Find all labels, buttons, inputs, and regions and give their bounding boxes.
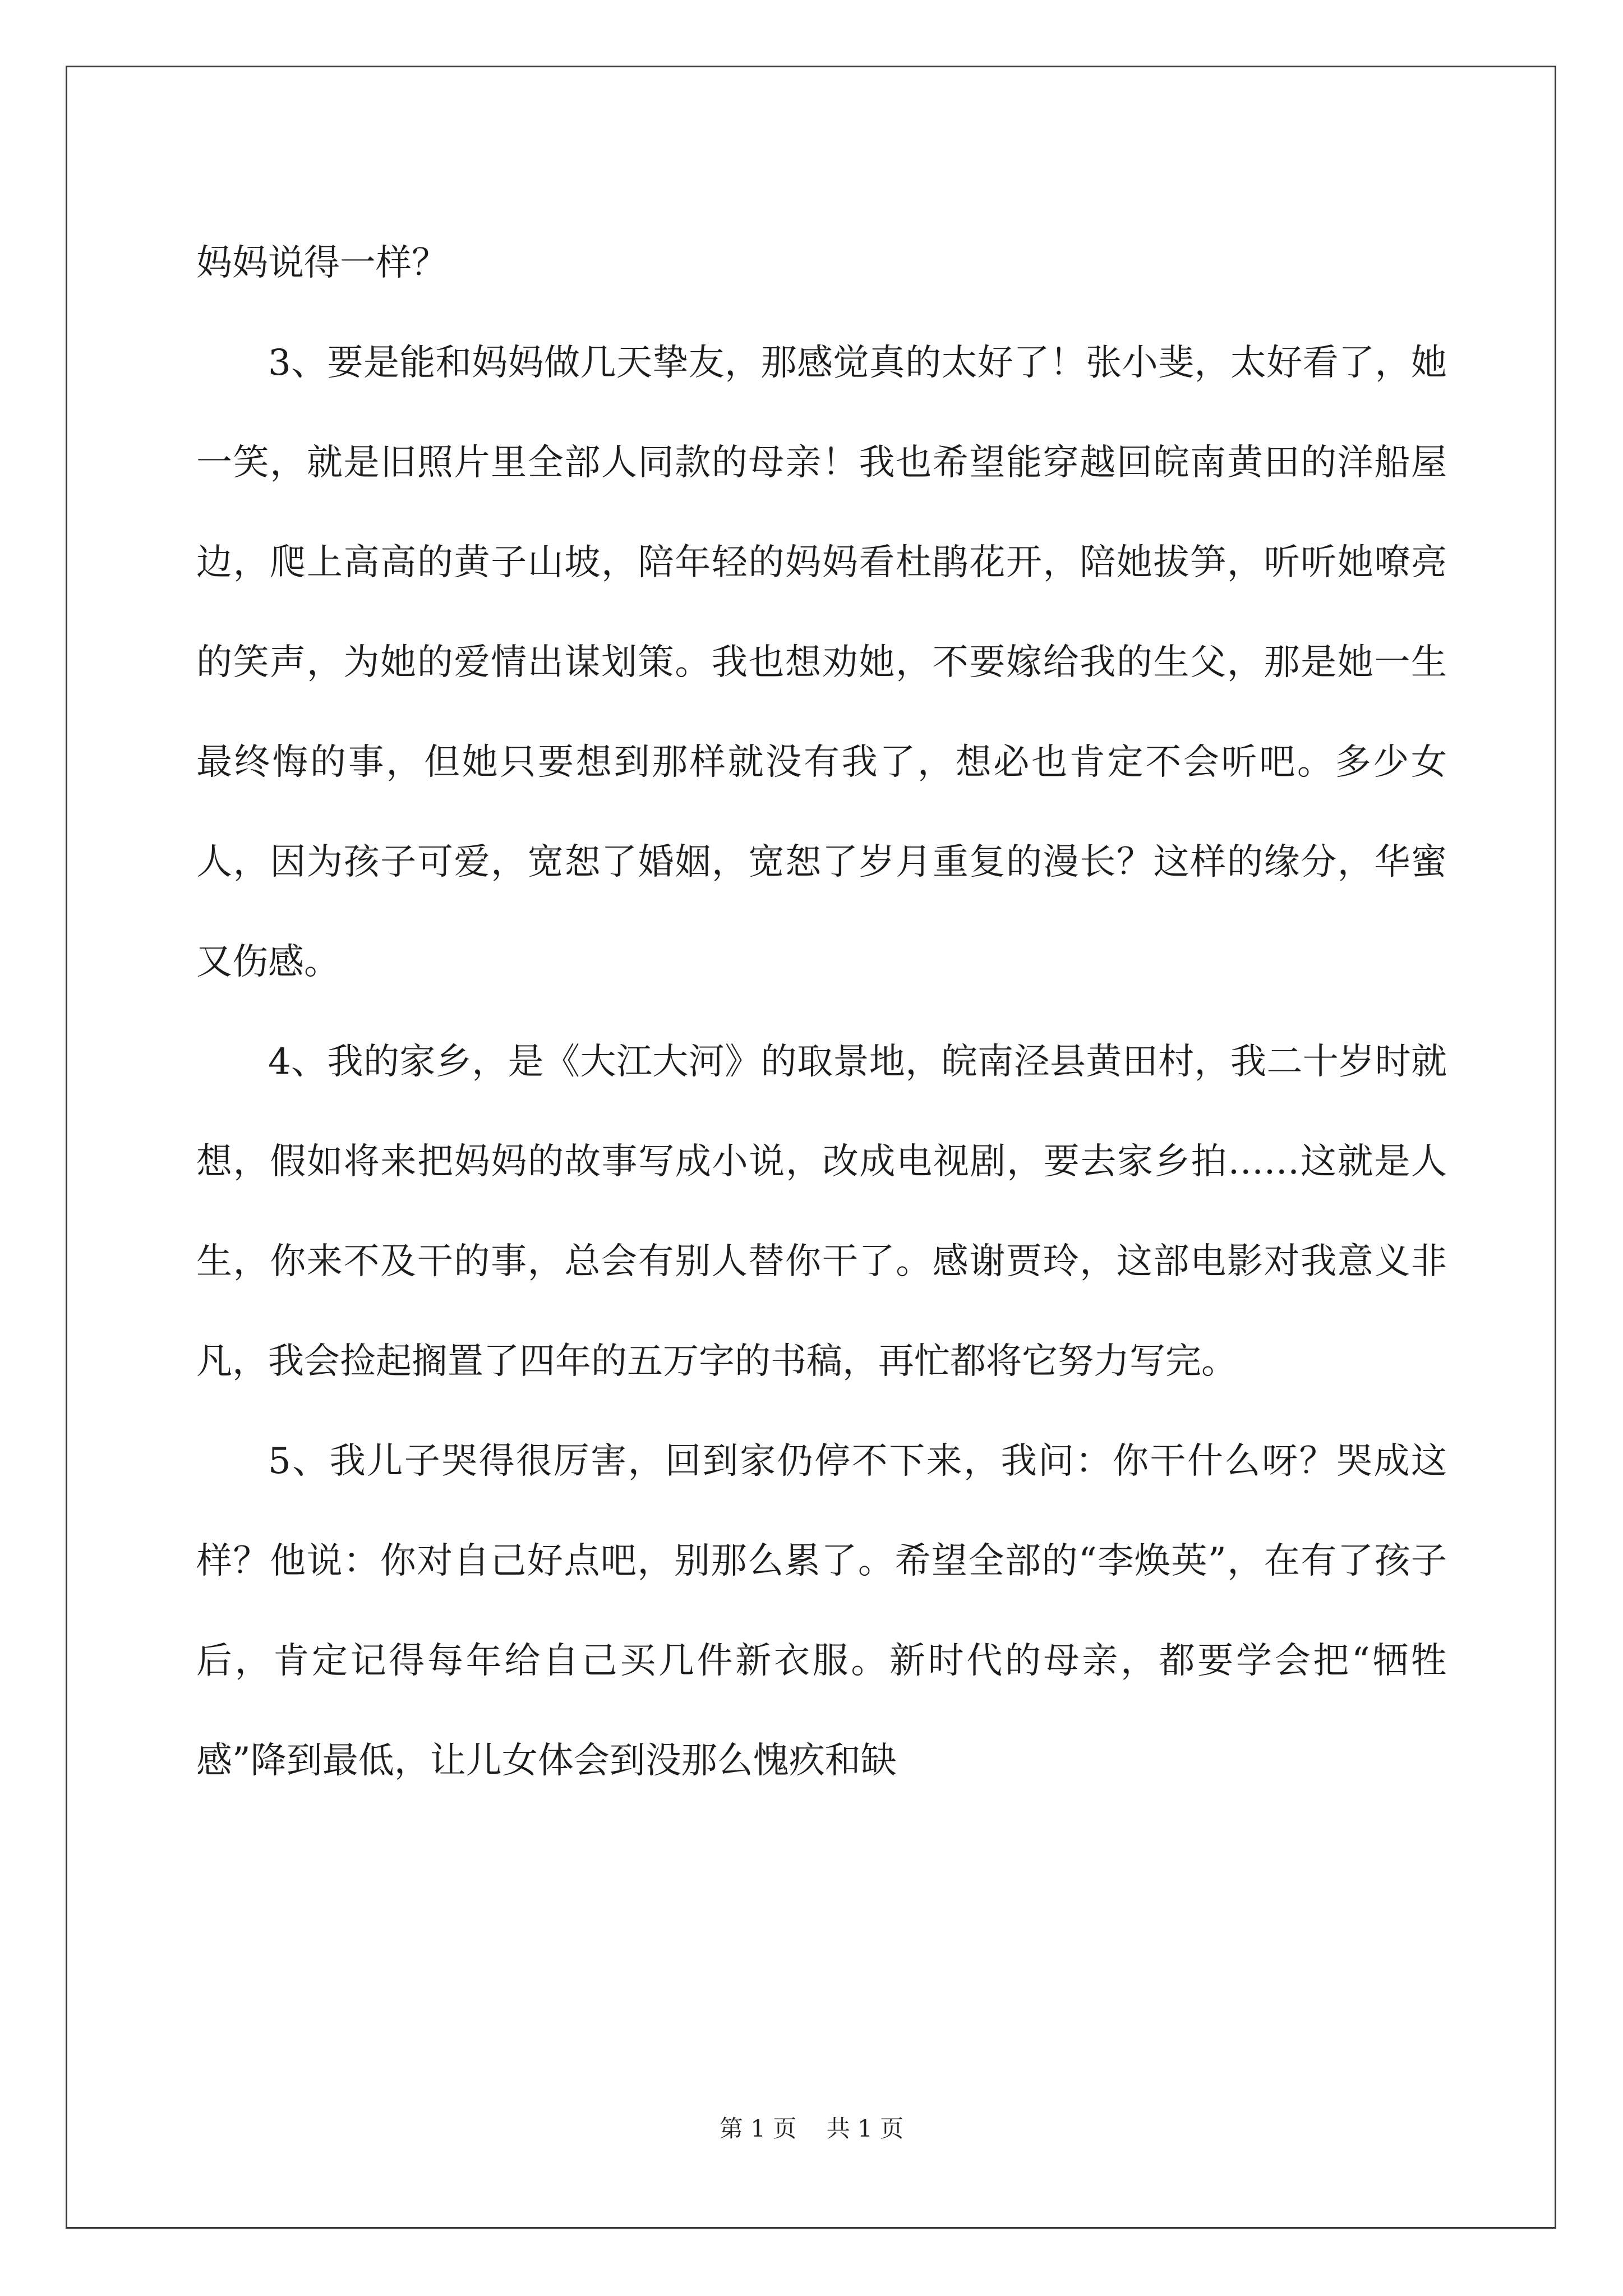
document-body (196, 213, 1447, 1811)
page-number-footer: 第 1 页 共 1 页 (719, 2115, 904, 2142)
paragraph-continuation: 妈妈说得一样？ (196, 242, 448, 284)
paragraph-3: 3、要是能和妈妈做几天挚友，那感觉真的太好了！张小斐，太好看了，她一笑，就是旧照片里全部人同款的母亲！我也希望能穿越回皖南黄田的洋船屋边，爬上高高的黄子山坡，陪年轻的妈妈看杜鹃花开，陪她拔笋，听听她嘹亮的笑声，为她的爱情出谋划策。我也想劝她，不要嫁给我的生父，那是她一生最终悔的事，但她只要想到那样就没有我了，想必也肯定不会听吧。多少女人，因为孩子可爱，宽恕了婚姻，宽恕了岁月重复的漫长？这样的缘分，华蜜又伤感。 (196, 342, 1447, 983)
paragraph-5: 5、我儿子哭得很厉害，回到家仍停不下来，我问：你干什么呀？哭成这样？他说：你对自己好点吧，别那么累了。希望全部的“李焕英”，在有了孩子后，肯定记得每年给自己买几件新衣服。新时代的母亲，都要学会把“牺牲感”降到最低，让儿女体会到没那么愧疚和缺 (196, 1441, 1447, 1782)
paragraph-4: 4、我的家乡，是《大江大河》的取景地，皖南泾县黄田村，我二十岁时就想，假如将来把妈妈的故事写成小说，改成电视剧，要去家乡拍……这就是人生，你来不及干的事，总会有别人替你干了。感谢贾玲，这部电影对我意义非凡，我会捡起搁置了四年的五万字的书稿，再忙都将它努力写完。 (196, 1041, 1447, 1382)
